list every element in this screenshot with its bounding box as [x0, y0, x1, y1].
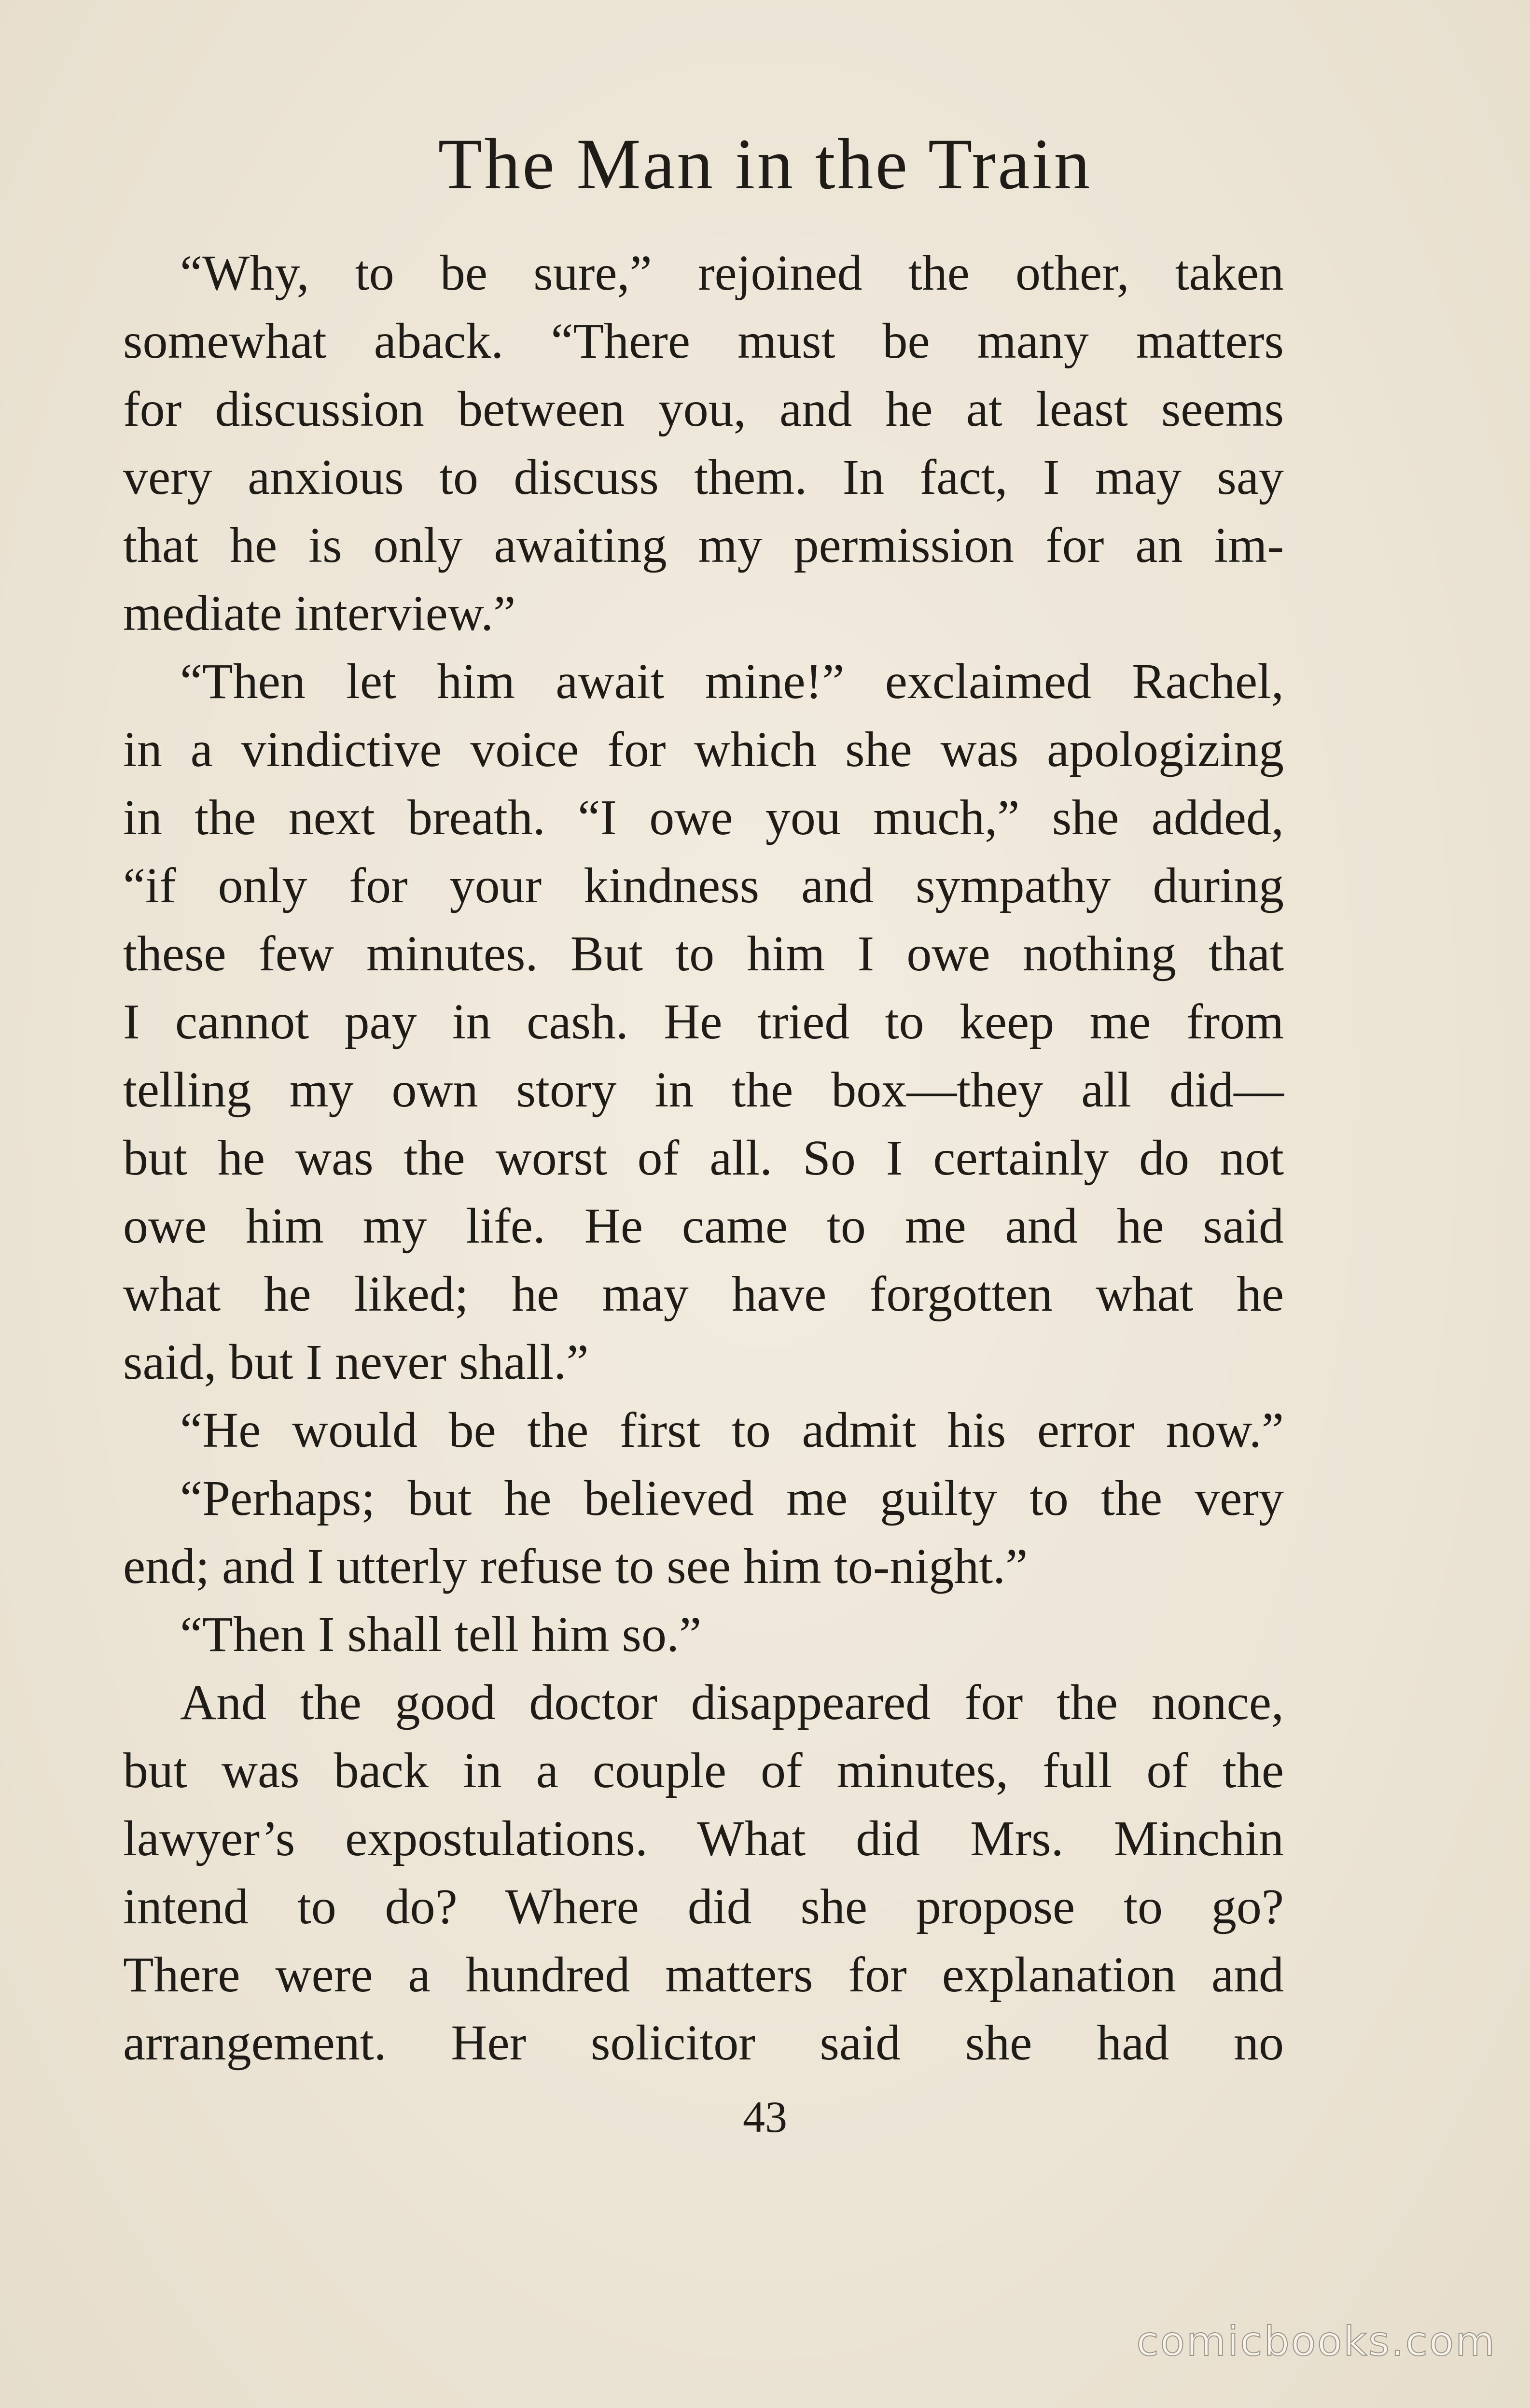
text-line: end; and I utterly refuse to see him to-night.” — [123, 1539, 1028, 1594]
text-line: “if only for your kindness and sympathy during — [123, 858, 1284, 913]
text-line: “Perhaps; but he believed me guilty to the very — [180, 1470, 1284, 1526]
text-line: that he is only awaiting my permission for an im- — [123, 518, 1284, 573]
text-line: “Then I shall tell him so.” — [180, 1607, 702, 1662]
text-line: “Then let him await mine!” exclaimed Rachel, — [180, 654, 1284, 709]
text-line: owe him my life. He came to me and he said — [123, 1198, 1284, 1254]
text-line: telling my own story in the box—they all did— — [123, 1062, 1284, 1118]
text-line: intend to do? Where did she propose to go? — [123, 1879, 1284, 1934]
text-line: said, but I never shall.” — [123, 1334, 589, 1390]
watermark: comicbooks.com — [1136, 2318, 1496, 2365]
text-line: very anxious to discuss them. In fact, I may say — [123, 449, 1284, 505]
text-line: I cannot pay in cash. He tried to keep me from — [123, 994, 1284, 1050]
text-line: but he was the worst of all. So I certainly do not — [123, 1130, 1284, 1186]
page-number: 43 — [743, 2092, 787, 2142]
text-line: “Why, to be sure,” rejoined the other, taken — [180, 245, 1284, 301]
text-line: “He would be the first to admit his error now.” — [180, 1402, 1284, 1458]
text-line: There were a hundred matters for explanation and — [123, 1947, 1284, 2002]
text-line: in the next breath. “I owe you much,” she added, — [123, 790, 1284, 845]
text-line: these few minutes. But to him I owe nothing that — [123, 926, 1284, 981]
text-line: in a vindictive voice for which she was apologizing — [123, 722, 1284, 777]
text-line: but was back in a couple of minutes, full of the — [123, 1743, 1284, 1798]
text-line: mediate interview.” — [123, 586, 516, 641]
text-line: what he liked; he may have forgotten what he — [123, 1266, 1284, 1322]
running-head: The Man in the Train — [438, 124, 1092, 204]
body-text — [123, 239, 1284, 2077]
text-line: lawyer’s expostulations. What did Mrs. Minchin — [123, 1811, 1284, 1866]
text-line: for discussion between you, and he at least seems — [123, 381, 1284, 437]
text-line: somewhat aback. “There must be many matters — [123, 313, 1284, 369]
text-line: And the good doctor disappeared for the nonce, — [180, 1675, 1284, 1730]
text-line: arrangement. Her solicitor said she had no — [123, 2015, 1284, 2071]
